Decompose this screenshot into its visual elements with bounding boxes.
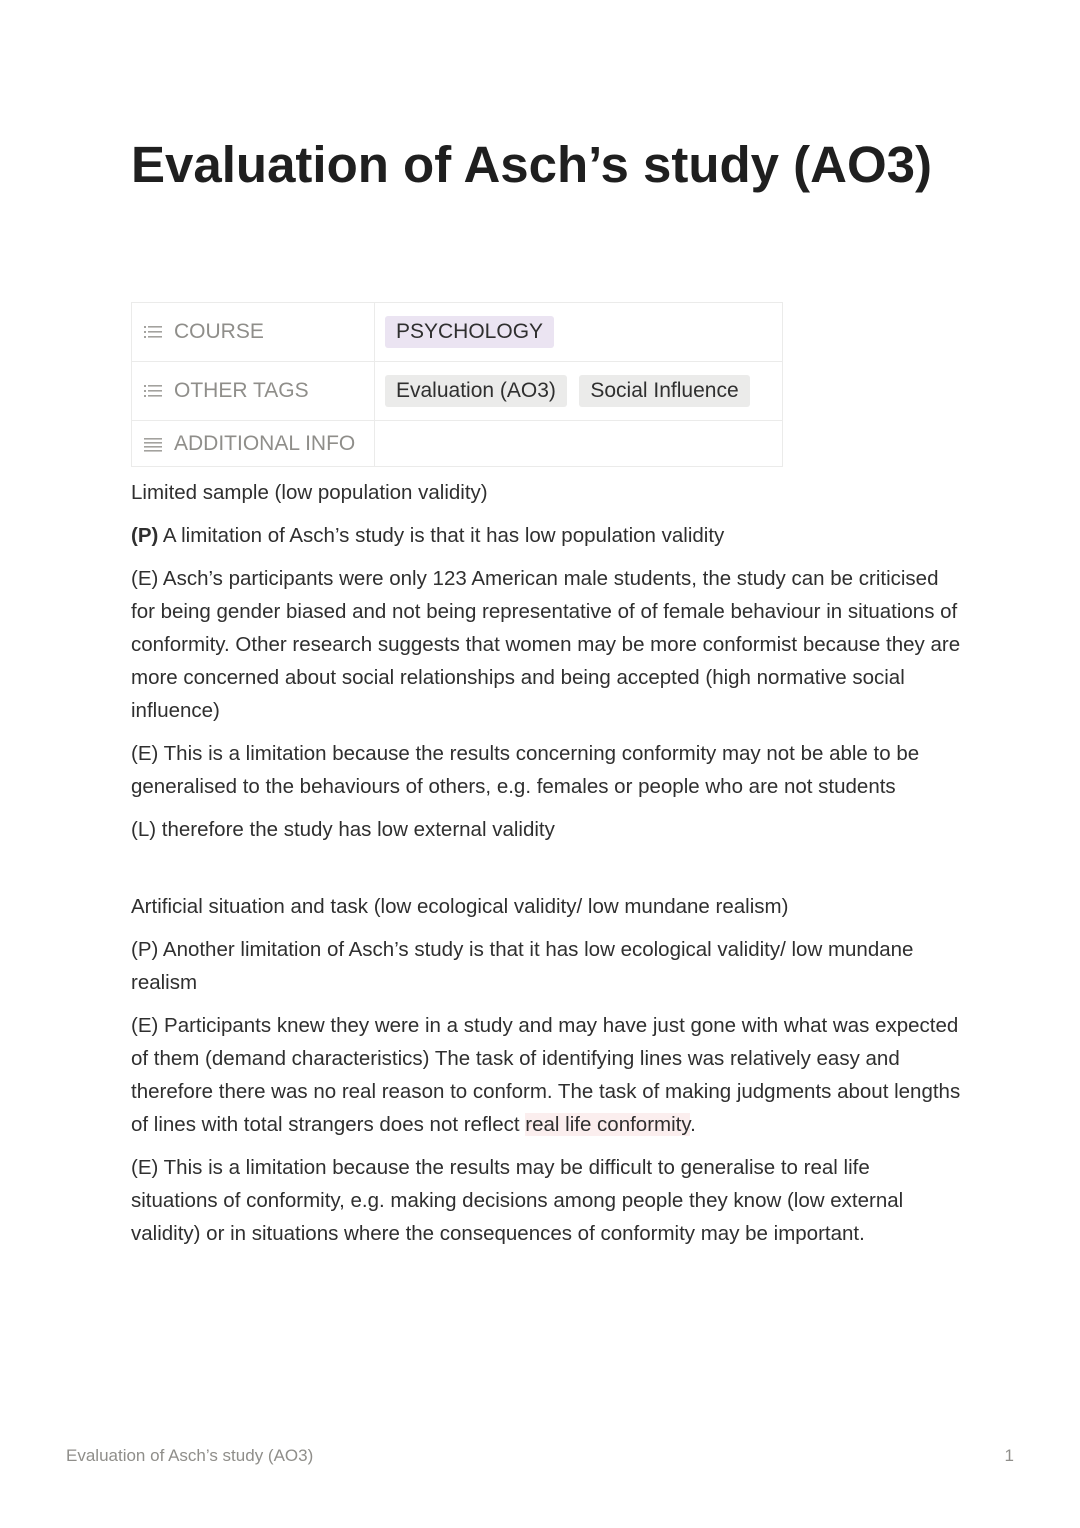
section1-point	[131, 519, 961, 552]
list-icon	[144, 383, 162, 399]
section1-heading: Limited sample (low population validity)	[131, 481, 488, 504]
section2-point: (P) Another limitation of Asch’s study is that it has low ecological validity/ low mundane realism	[131, 938, 914, 994]
property-row-additional-info	[132, 421, 783, 467]
evidence-text-end: .	[690, 1113, 696, 1136]
section2-heading: Artificial situation and task (low ecological validity/ low mundane realism)	[131, 895, 789, 918]
section1-evidence-2: (E) This is a limitation because the results concerning conformity may not be able to be generalised to the behaviours of others, e.g. females or people who are not students	[131, 742, 920, 798]
property-key-other-tags[interactable]	[132, 362, 375, 421]
point-label: (P)	[131, 524, 159, 547]
section2-evidence-1	[131, 1009, 961, 1141]
section1-evidence-1: (E) Asch’s participants were only 123 American male students, the study can be criticised for being gender biased and not being representative of of female behaviour in situations of conformity. Other research suggests that women may be more conformist because they are more concerned about social relationships and being accepted (high normative social influence)	[131, 567, 961, 722]
property-value-additional-info[interactable]	[375, 421, 783, 467]
section2-evidence-2: (E) This is a limitation because the results may be difficult to generalise to real life situations of conformity, e.g. making decisions among people they know (low external validity) or in situations where the consequences of conformity may be important.	[131, 1156, 904, 1245]
property-key-course[interactable]	[132, 303, 375, 362]
list-icon	[144, 324, 162, 340]
property-value-other-tags[interactable]	[375, 362, 783, 421]
tag-psychology[interactable]: PSYCHOLOGY	[385, 316, 554, 348]
other-tags-label: OTHER TAGS	[174, 379, 309, 402]
page-footer	[66, 1446, 1014, 1466]
property-key-additional-info[interactable]	[132, 421, 375, 467]
property-row-course	[132, 303, 783, 362]
page-number: 1	[1004, 1446, 1014, 1465]
tag-evaluation[interactable]: Evaluation (AO3)	[385, 375, 567, 407]
section1-link: (L) therefore the study has low external validity	[131, 818, 555, 841]
text-lines-icon	[144, 436, 162, 452]
document-body	[131, 476, 961, 1260]
page-title: Evaluation of Asch’s study (AO3)	[131, 136, 933, 193]
property-value-course[interactable]	[375, 303, 783, 362]
highlighted-text: real life conformity	[525, 1113, 691, 1136]
evidence-text: (E) Participants knew they were in a study and may have just gone with what was expected of them (demand characteristics) The task of identifying lines was relatively easy and therefore there was no real reason to conform. The task of making judgments about lengths of lines with total strangers does not reflect	[131, 1014, 961, 1136]
footer-title: Evaluation of Asch’s study (AO3)	[66, 1446, 314, 1465]
additional-info-label: ADDITIONAL INFO	[174, 431, 356, 455]
course-label: COURSE	[174, 320, 264, 343]
point-text: A limitation of Asch’s study is that it has low population validity	[158, 524, 725, 547]
property-row-other-tags	[132, 362, 783, 421]
tag-social-influence[interactable]: Social Influence	[579, 375, 749, 407]
properties-table	[131, 302, 783, 467]
